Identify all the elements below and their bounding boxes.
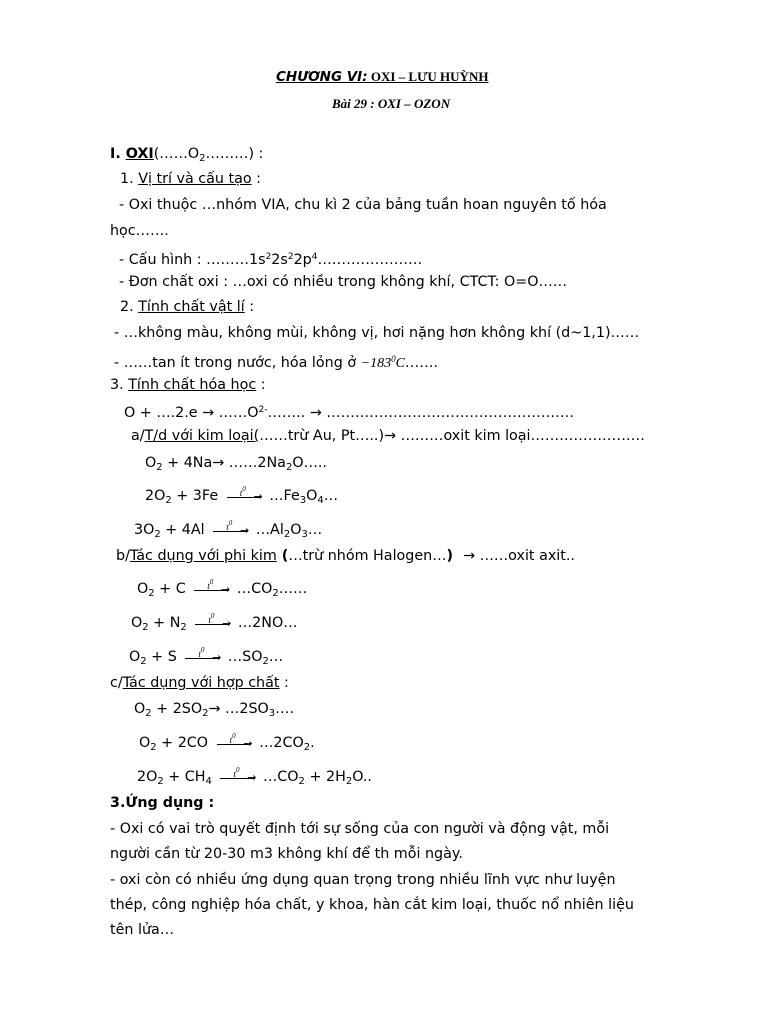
- chapter-title: [276, 68, 488, 87]
- application-line-1: - Oxi có vai trò quyết định tới sự sống của con người và động vật, mỗi: [110, 821, 610, 837]
- application-line-5: tên lửa…: [110, 922, 175, 938]
- physical-line-1: - …không màu, không mùi, không vị, hơi nặng hơn không khí (d~1,1)……: [114, 325, 640, 341]
- nonmetal-reaction-heading: b/Tác dụng với phi kim (…trừ nhóm Halogen…) → ……oxit axit..: [116, 548, 575, 564]
- lesson-title: Bài 29 : OXI – OZON: [332, 96, 451, 111]
- equation-s: $O_2 + S$ $t^0$ → $\dots SO_2\dots$: [129, 646, 284, 667]
- equation-na: $O_2 + 4Na\to$ $\dots\dots 2Na_2O\dots$..: [145, 455, 327, 473]
- chapter-label: CHƯƠNG VI:: [276, 69, 368, 85]
- heat-arrow-icon: $t^0$ →: [220, 770, 254, 784]
- equation-co: $O_2 + 2CO$ $t^0$ → $\dots 2CO_2$.: [139, 732, 315, 753]
- heat-arrow-icon: $t^0$ →: [213, 523, 247, 537]
- equation-so2: $O_2 + 2SO_2\to$ $\dots 2SO_3\dots$.: [134, 701, 294, 719]
- ion-equation: O + ….2.e → $\dots\dots O^{2-}\dots\dots$.. → …………………………………………….: [124, 405, 574, 421]
- applications-heading: 3.Ứng dụng :: [110, 795, 215, 811]
- application-line-3: - oxi còn có nhiều ứng dụng quan trọng trong nhiều lĩnh vực như luyện: [110, 872, 616, 888]
- electron-config: - Cấu hình : $\dots\dots\dots 1s^22s^22p^4\dots\dots\dots\dots\dots\dots\dots$.: [119, 252, 423, 268]
- section-oxi-heading: I. $OXI(\dots\dots O_2\dots\dots\dots)$ :: [110, 146, 264, 164]
- position-line-2: học…….: [110, 223, 169, 239]
- chapter-name: OXI – LƯU HUỲNH: [367, 69, 489, 84]
- equation-c: $O_2 + C$ $t^0$ → $\dots CO_2\dots\dots$: [137, 578, 308, 599]
- equation-n2: $O_2 + N_2$ $t^0$ → …2NO…: [131, 612, 298, 633]
- heat-arrow-icon: $t^0$ →: [217, 736, 251, 750]
- equation-ch4: $2O_2 + CH_4$ $t^0$ → $\dots CO_2 + 2H_2O$..: [137, 766, 372, 787]
- position-line-1: - Oxi thuộc …nhóm VIA, chu kì 2 của bảng tuần hoan nguyên tố hóa: [119, 197, 607, 213]
- application-line-2: người cần từ 20-30 m3 không khí để th mỗi ngày.: [110, 846, 463, 862]
- physical-heading: 2. Tính chất vật lí :: [120, 299, 255, 315]
- position-heading: 1. Vị trí và cấu tạo :: [120, 171, 261, 187]
- heat-arrow-icon: $t^0$ →: [194, 582, 228, 596]
- physical-line-2: - ……tan ít trong nước, hóa lỏng ở $-183^0C\dots\dots$.: [114, 354, 439, 371]
- application-line-4: thép, công nghiệp hóa chất, y khoa, hàn cắt kim loại, thuốc nổ nhiên liệu: [110, 897, 634, 913]
- simple-substance: - Đơn chất oxi : …oxi có nhiều trong không khí, CTCT: O=O……: [119, 274, 568, 290]
- equation-fe: $2O_2 + 3Fe$ $t^0$ → $\dots Fe_3O_4\dots$: [145, 485, 339, 506]
- heat-arrow-icon: $t^0$ →: [227, 489, 261, 503]
- compound-reaction-heading: c/Tác dụng với hợp chất :: [110, 675, 289, 691]
- chemical-heading: 3. Tính chất hóa học :: [110, 377, 266, 393]
- heat-arrow-icon: $t^0$ →: [185, 650, 219, 664]
- metal-reaction-heading: a/T/d với kim loại(……trừ Au, Pt…..)→ ………oxit kim loại……………………: [131, 428, 645, 444]
- equation-al: $3O_2 + 4Al$ $t^0$ → $\dots Al_2O_3\dots$: [134, 519, 323, 540]
- heat-arrow-icon: $t^0$ →: [195, 616, 229, 630]
